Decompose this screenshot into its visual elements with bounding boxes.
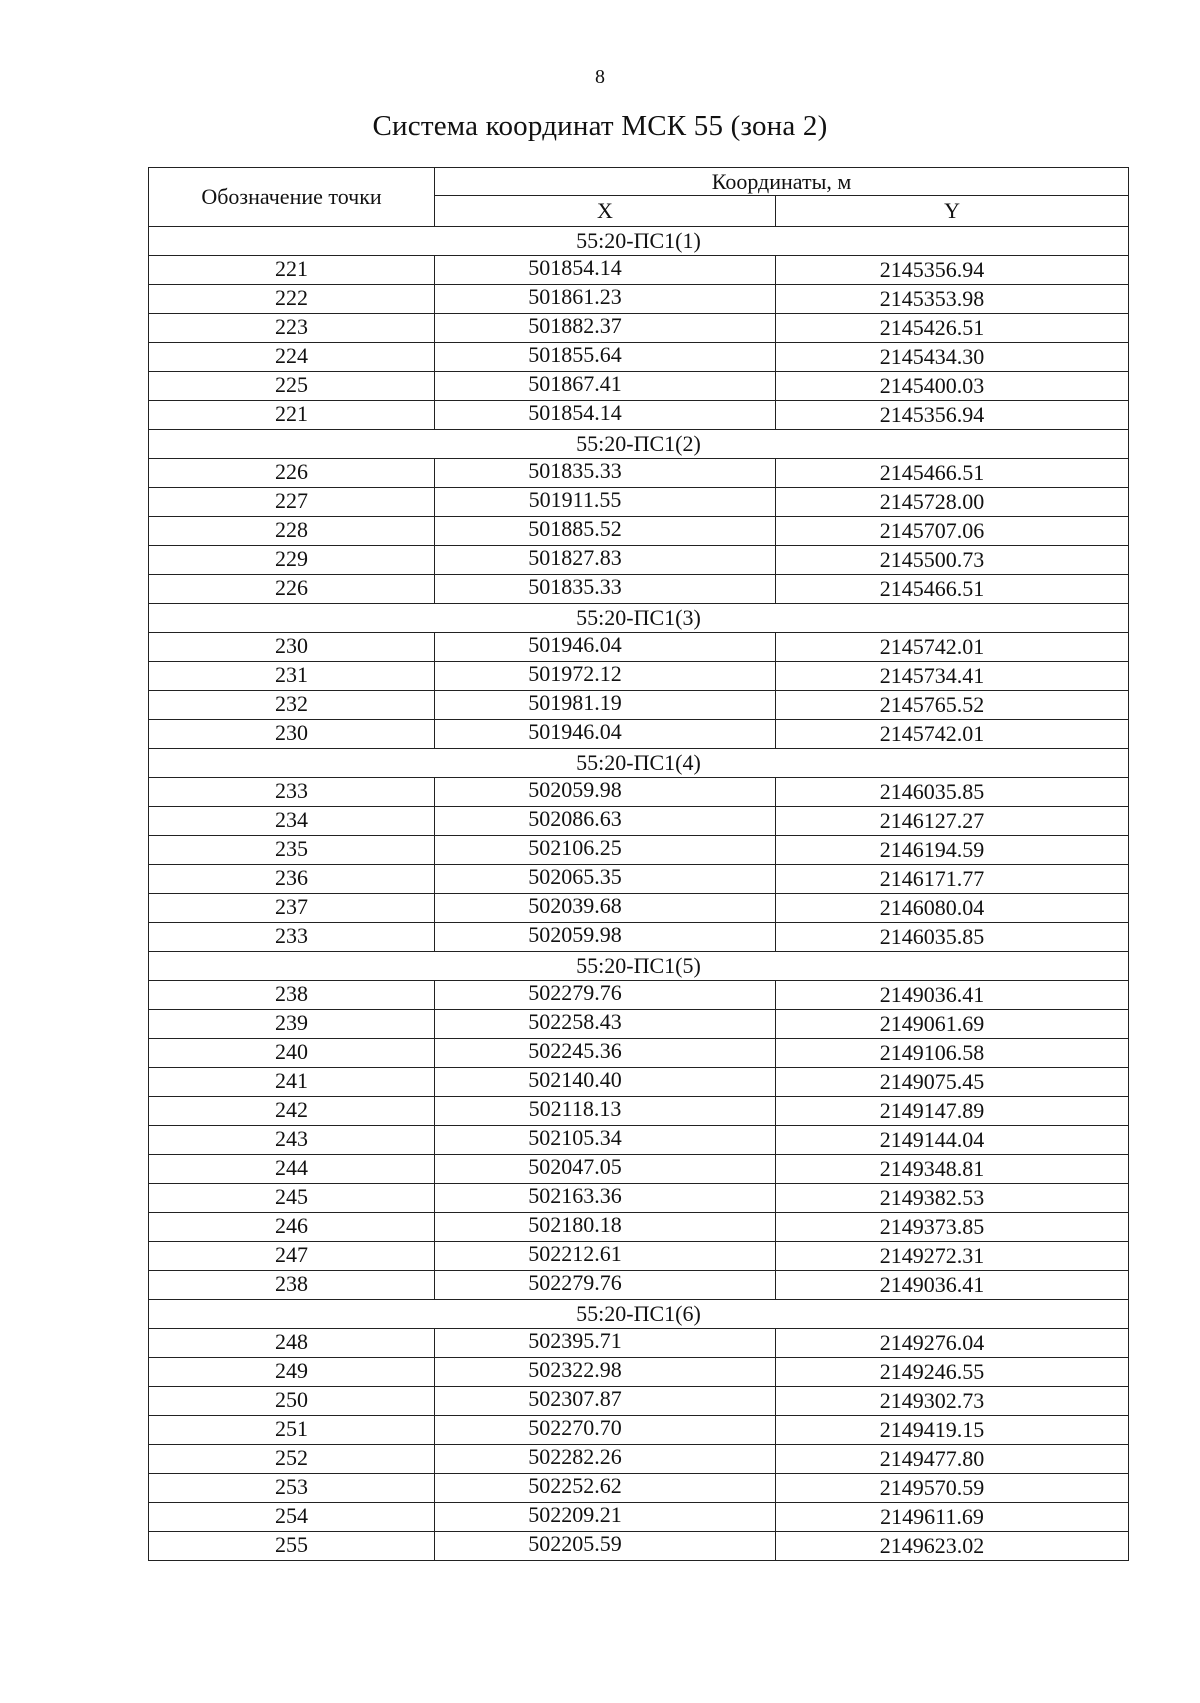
y-coordinate-cell: 2149570.59: [776, 1474, 1129, 1503]
x-coordinate-cell: 502205.59: [435, 1532, 776, 1561]
point-id-cell: 241: [149, 1068, 435, 1097]
y-coordinate-cell: 2145353.98: [776, 285, 1129, 314]
group-row: [149, 1300, 1129, 1329]
x-coordinate-cell: 501854.14: [435, 256, 776, 285]
table-row: [149, 807, 1129, 836]
group-row: [149, 227, 1129, 256]
table-row: [149, 894, 1129, 923]
point-id-cell: 253: [149, 1474, 435, 1503]
table-row: [149, 923, 1129, 952]
y-coordinate-cell: 2149075.45: [776, 1068, 1129, 1097]
x-column-header: X: [435, 196, 776, 227]
table-row: [149, 1474, 1129, 1503]
x-coordinate-cell: 502209.21: [435, 1503, 776, 1532]
point-id-cell: 222: [149, 285, 435, 314]
group-heading: 55:20-ПС1(3): [149, 604, 1129, 633]
point-id-cell: 249: [149, 1358, 435, 1387]
table-row: [149, 459, 1129, 488]
table-row: [149, 691, 1129, 720]
x-coordinate-cell: 501882.37: [435, 314, 776, 343]
x-coordinate-cell: 502086.63: [435, 807, 776, 836]
y-coordinate-cell: 2149373.85: [776, 1213, 1129, 1242]
x-coordinate-cell: 501885.52: [435, 517, 776, 546]
y-coordinate-cell: 2149276.04: [776, 1329, 1129, 1358]
point-id-cell: 228: [149, 517, 435, 546]
table-row: [149, 836, 1129, 865]
table-row: [149, 1445, 1129, 1474]
y-coordinate-cell: 2149144.04: [776, 1126, 1129, 1155]
table-row: [149, 1039, 1129, 1068]
y-coordinate-cell: 2149036.41: [776, 1271, 1129, 1300]
y-coordinate-cell: 2149623.02: [776, 1532, 1129, 1561]
table-row: [149, 401, 1129, 430]
x-coordinate-cell: 502282.26: [435, 1445, 776, 1474]
table-row: [149, 1242, 1129, 1271]
point-id-cell: 252: [149, 1445, 435, 1474]
y-coordinate-cell: 2149246.55: [776, 1358, 1129, 1387]
group-row: [149, 604, 1129, 633]
point-id-cell: 234: [149, 807, 435, 836]
table-row: [149, 1416, 1129, 1445]
y-coordinate-cell: 2145734.41: [776, 662, 1129, 691]
y-coordinate-cell: 2145765.52: [776, 691, 1129, 720]
x-coordinate-cell: 502279.76: [435, 1271, 776, 1300]
group-heading: 55:20-ПС1(5): [149, 952, 1129, 981]
point-id-cell: 248: [149, 1329, 435, 1358]
y-coordinate-cell: 2145466.51: [776, 575, 1129, 604]
x-coordinate-cell: 501946.04: [435, 720, 776, 749]
x-coordinate-cell: 501946.04: [435, 633, 776, 662]
x-coordinate-cell: 502059.98: [435, 778, 776, 807]
y-coordinate-cell: 2146194.59: [776, 836, 1129, 865]
x-coordinate-cell: 502252.62: [435, 1474, 776, 1503]
x-coordinate-cell: 502105.34: [435, 1126, 776, 1155]
x-coordinate-cell: 502039.68: [435, 894, 776, 923]
point-id-cell: 231: [149, 662, 435, 691]
x-coordinate-cell: 502258.43: [435, 1010, 776, 1039]
table-row: [149, 1097, 1129, 1126]
y-coordinate-cell: 2149106.58: [776, 1039, 1129, 1068]
x-coordinate-cell: 501981.19: [435, 691, 776, 720]
y-coordinate-cell: 2149147.89: [776, 1097, 1129, 1126]
x-coordinate-cell: 501854.14: [435, 401, 776, 430]
y-coordinate-cell: 2149302.73: [776, 1387, 1129, 1416]
y-coordinate-cell: 2145356.94: [776, 256, 1129, 285]
x-coordinate-cell: 502245.36: [435, 1039, 776, 1068]
group-row: [149, 952, 1129, 981]
x-coordinate-cell: 501855.64: [435, 343, 776, 372]
point-id-cell: 255: [149, 1532, 435, 1561]
point-id-cell: 229: [149, 546, 435, 575]
y-coordinate-cell: 2145728.00: [776, 488, 1129, 517]
x-coordinate-cell: 502065.35: [435, 865, 776, 894]
x-coordinate-cell: 501861.23: [435, 285, 776, 314]
table-row: [149, 546, 1129, 575]
point-id-cell: 245: [149, 1184, 435, 1213]
point-id-cell: 232: [149, 691, 435, 720]
point-id-cell: 226: [149, 459, 435, 488]
y-coordinate-cell: 2149382.53: [776, 1184, 1129, 1213]
table-row: [149, 865, 1129, 894]
point-id-cell: 251: [149, 1416, 435, 1445]
table-row: [149, 372, 1129, 401]
table-row: [149, 633, 1129, 662]
table-row: [149, 314, 1129, 343]
y-coordinate-cell: 2145434.30: [776, 343, 1129, 372]
y-coordinate-cell: 2149272.31: [776, 1242, 1129, 1271]
point-id-cell: 239: [149, 1010, 435, 1039]
point-id-cell: 227: [149, 488, 435, 517]
table-row: [149, 517, 1129, 546]
point-id-cell: 224: [149, 343, 435, 372]
table-body: [149, 227, 1129, 1561]
x-coordinate-cell: 502212.61: [435, 1242, 776, 1271]
table-row: [149, 1329, 1129, 1358]
x-coordinate-cell: 501972.12: [435, 662, 776, 691]
x-coordinate-cell: 502059.98: [435, 923, 776, 952]
y-coordinate-cell: 2149036.41: [776, 981, 1129, 1010]
y-coordinate-cell: 2146171.77: [776, 865, 1129, 894]
point-id-cell: 238: [149, 1271, 435, 1300]
table-row: [149, 575, 1129, 604]
y-coordinate-cell: 2149061.69: [776, 1010, 1129, 1039]
table-row: [149, 662, 1129, 691]
group-row: [149, 430, 1129, 459]
table-row: [149, 256, 1129, 285]
table-row: [149, 1271, 1129, 1300]
x-coordinate-cell: 502140.40: [435, 1068, 776, 1097]
x-coordinate-cell: 502180.18: [435, 1213, 776, 1242]
group-heading: 55:20-ПС1(6): [149, 1300, 1129, 1329]
table-row: [149, 981, 1129, 1010]
point-id-cell: 233: [149, 923, 435, 952]
coordinates-table: [148, 167, 1129, 1561]
point-id-cell: 225: [149, 372, 435, 401]
y-coordinate-cell: 2145466.51: [776, 459, 1129, 488]
coordinates-table-container: [148, 167, 1128, 1561]
table-row: [149, 1010, 1129, 1039]
x-coordinate-cell: 502047.05: [435, 1155, 776, 1184]
table-row: [149, 778, 1129, 807]
table-row: [149, 1387, 1129, 1416]
group-heading: 55:20-ПС1(1): [149, 227, 1129, 256]
point-id-cell: 240: [149, 1039, 435, 1068]
x-coordinate-cell: 501867.41: [435, 372, 776, 401]
y-coordinate-cell: 2145426.51: [776, 314, 1129, 343]
point-id-cell: 235: [149, 836, 435, 865]
point-column-header: Обозначение точки: [149, 168, 435, 227]
x-coordinate-cell: 502106.25: [435, 836, 776, 865]
x-coordinate-cell: 502279.76: [435, 981, 776, 1010]
table-row: [149, 1358, 1129, 1387]
y-coordinate-cell: 2149348.81: [776, 1155, 1129, 1184]
y-coordinate-cell: 2149477.80: [776, 1445, 1129, 1474]
group-row: [149, 749, 1129, 778]
table-header: [149, 168, 1129, 227]
table-row: [149, 720, 1129, 749]
point-id-cell: 254: [149, 1503, 435, 1532]
point-id-cell: 244: [149, 1155, 435, 1184]
y-coordinate-cell: 2149419.15: [776, 1416, 1129, 1445]
coordinates-column-header: Координаты, м: [435, 168, 1129, 196]
table-row: [149, 1532, 1129, 1561]
point-id-cell: 243: [149, 1126, 435, 1155]
x-coordinate-cell: 502118.13: [435, 1097, 776, 1126]
y-coordinate-cell: 2149611.69: [776, 1503, 1129, 1532]
point-id-cell: 233: [149, 778, 435, 807]
group-heading: 55:20-ПС1(2): [149, 430, 1129, 459]
point-id-cell: 237: [149, 894, 435, 923]
table-row: [149, 1184, 1129, 1213]
x-coordinate-cell: 502270.70: [435, 1416, 776, 1445]
y-coordinate-cell: 2145356.94: [776, 401, 1129, 430]
x-coordinate-cell: 502307.87: [435, 1387, 776, 1416]
table-row: [149, 488, 1129, 517]
y-coordinate-cell: 2145400.03: [776, 372, 1129, 401]
x-coordinate-cell: 502163.36: [435, 1184, 776, 1213]
point-id-cell: 230: [149, 633, 435, 662]
y-coordinate-cell: 2146035.85: [776, 778, 1129, 807]
point-id-cell: 221: [149, 256, 435, 285]
x-coordinate-cell: 501911.55: [435, 488, 776, 517]
x-coordinate-cell: 502322.98: [435, 1358, 776, 1387]
page-number: 8: [595, 66, 605, 88]
y-column-header: Y: [776, 196, 1129, 227]
y-coordinate-cell: 2146080.04: [776, 894, 1129, 923]
table-row: [149, 1126, 1129, 1155]
point-id-cell: 226: [149, 575, 435, 604]
point-id-cell: 238: [149, 981, 435, 1010]
table-row: [149, 343, 1129, 372]
y-coordinate-cell: 2145500.73: [776, 546, 1129, 575]
point-id-cell: 247: [149, 1242, 435, 1271]
x-coordinate-cell: 502395.71: [435, 1329, 776, 1358]
point-id-cell: 236: [149, 865, 435, 894]
point-id-cell: 221: [149, 401, 435, 430]
page-title: Система координат МСК 55 (зона 2): [372, 110, 828, 142]
y-coordinate-cell: 2146127.27: [776, 807, 1129, 836]
table-row: [149, 1213, 1129, 1242]
x-coordinate-cell: 501835.33: [435, 459, 776, 488]
table-row: [149, 285, 1129, 314]
group-heading: 55:20-ПС1(4): [149, 749, 1129, 778]
point-id-cell: 242: [149, 1097, 435, 1126]
table-row: [149, 1155, 1129, 1184]
y-coordinate-cell: 2145742.01: [776, 633, 1129, 662]
y-coordinate-cell: 2145742.01: [776, 720, 1129, 749]
point-id-cell: 230: [149, 720, 435, 749]
y-coordinate-cell: 2146035.85: [776, 923, 1129, 952]
point-id-cell: 250: [149, 1387, 435, 1416]
point-id-cell: 223: [149, 314, 435, 343]
x-coordinate-cell: 501835.33: [435, 575, 776, 604]
table-row: [149, 1068, 1129, 1097]
point-id-cell: 246: [149, 1213, 435, 1242]
y-coordinate-cell: 2145707.06: [776, 517, 1129, 546]
table-row: [149, 1503, 1129, 1532]
x-coordinate-cell: 501827.83: [435, 546, 776, 575]
